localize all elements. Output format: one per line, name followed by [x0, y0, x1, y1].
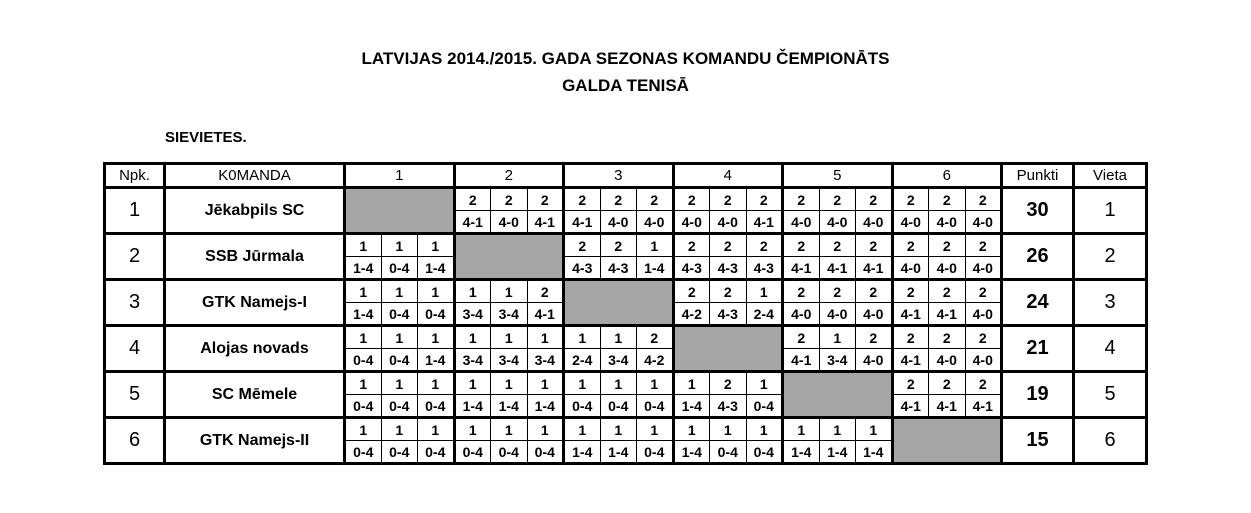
npk-cell: 5	[105, 372, 165, 418]
match-score-cell: 1-4	[418, 349, 455, 372]
match-points-cell: 1	[418, 234, 455, 257]
match-points-cell: 2	[527, 280, 564, 303]
match-score-cell: 0-4	[418, 441, 455, 464]
punkti-cell: 30	[1002, 188, 1074, 234]
match-score-cell: 3-4	[491, 303, 528, 326]
match-score-cell: 4-0	[929, 349, 966, 372]
match-score-cell: 4-2	[637, 349, 674, 372]
npk-cell: 1	[105, 188, 165, 234]
match-points-cell: 2	[783, 234, 820, 257]
match-score-cell: 0-4	[381, 303, 418, 326]
match-score-cell: 4-1	[892, 395, 929, 418]
results-table-body	[105, 188, 1147, 464]
match-points-cell: 1	[381, 280, 418, 303]
match-score-cell: 4-0	[710, 211, 747, 234]
match-points-cell: 2	[673, 188, 710, 211]
match-score-cell: 4-3	[600, 257, 637, 280]
match-score-cell: 4-1	[892, 303, 929, 326]
team-name-cell: Jēkabpils SC	[165, 188, 345, 234]
match-points-cell: 1	[454, 280, 491, 303]
match-points-cell: 1	[710, 418, 747, 441]
match-score-cell: 0-4	[564, 395, 601, 418]
match-points-cell: 2	[965, 372, 1002, 395]
header-komanda: K0MANDA	[165, 164, 345, 188]
match-points-cell: 1	[491, 418, 528, 441]
match-points-cell: 1	[673, 418, 710, 441]
match-points-cell: 2	[929, 188, 966, 211]
match-points-cell: 2	[892, 188, 929, 211]
match-points-cell: 1	[673, 372, 710, 395]
match-score-cell: 3-4	[454, 349, 491, 372]
match-score-cell: 4-0	[892, 257, 929, 280]
match-points-cell: 2	[929, 280, 966, 303]
match-score-cell: 4-1	[527, 303, 564, 326]
match-points-cell: 2	[892, 372, 929, 395]
match-score-cell: 0-4	[746, 441, 783, 464]
match-score-cell: 4-1	[965, 395, 1002, 418]
match-score-cell: 0-4	[381, 441, 418, 464]
match-score-cell: 1-4	[345, 303, 382, 326]
match-score-cell: 4-0	[856, 303, 893, 326]
match-points-cell: 1	[564, 372, 601, 395]
match-points-cell: 2	[564, 188, 601, 211]
header-round-4: 4	[673, 164, 783, 188]
match-points-cell: 1	[491, 280, 528, 303]
match-score-cell: 4-1	[783, 257, 820, 280]
match-score-cell: 4-0	[965, 257, 1002, 280]
vieta-cell: 3	[1074, 280, 1147, 326]
match-points-cell: 1	[783, 418, 820, 441]
match-score-cell: 4-3	[746, 257, 783, 280]
match-points-cell: 2	[564, 234, 601, 257]
match-points-cell: 1	[345, 326, 382, 349]
match-score-cell: 0-4	[637, 441, 674, 464]
vieta-cell: 2	[1074, 234, 1147, 280]
header-npk: Npk.	[105, 164, 165, 188]
team-name-cell: SC Mēmele	[165, 372, 345, 418]
match-points-cell: 1	[418, 372, 455, 395]
match-points-cell: 2	[673, 280, 710, 303]
match-points-cell: 1	[345, 280, 382, 303]
diagonal-cell	[892, 418, 1002, 464]
match-score-cell: 1-4	[564, 441, 601, 464]
npk-cell: 2	[105, 234, 165, 280]
punkti-cell: 19	[1002, 372, 1074, 418]
match-score-cell: 1-4	[783, 441, 820, 464]
vieta-cell: 6	[1074, 418, 1147, 464]
match-points-cell: 2	[454, 188, 491, 211]
vieta-cell: 4	[1074, 326, 1147, 372]
match-points-cell: 1	[746, 280, 783, 303]
match-points-cell: 2	[856, 280, 893, 303]
match-score-cell: 4-1	[783, 349, 820, 372]
team-name-cell: SSB Jūrmala	[165, 234, 345, 280]
match-score-cell: 4-0	[673, 211, 710, 234]
match-score-cell: 0-4	[418, 395, 455, 418]
match-score-cell: 1-4	[673, 395, 710, 418]
match-points-cell: 2	[710, 372, 747, 395]
match-score-cell: 4-0	[600, 211, 637, 234]
match-score-cell: 0-4	[454, 441, 491, 464]
match-score-cell: 3-4	[454, 303, 491, 326]
match-points-cell: 1	[345, 372, 382, 395]
match-score-cell: 4-3	[673, 257, 710, 280]
match-points-cell: 1	[527, 372, 564, 395]
match-points-cell: 2	[929, 234, 966, 257]
match-points-cell: 2	[929, 326, 966, 349]
match-score-cell: 4-1	[856, 257, 893, 280]
match-score-cell: 0-4	[381, 349, 418, 372]
results-table	[103, 162, 1148, 465]
match-points-cell: 1	[600, 372, 637, 395]
match-points-cell: 2	[637, 326, 674, 349]
match-points-cell: 1	[418, 418, 455, 441]
match-points-cell: 2	[491, 188, 528, 211]
match-score-cell: 4-1	[929, 395, 966, 418]
match-points-cell: 2	[819, 234, 856, 257]
match-points-cell: 1	[381, 326, 418, 349]
match-score-cell: 4-0	[929, 211, 966, 234]
match-score-cell: 4-0	[856, 211, 893, 234]
match-score-cell: 0-4	[527, 441, 564, 464]
match-score-cell: 4-0	[783, 303, 820, 326]
header-row	[105, 164, 1147, 188]
match-points-cell: 2	[783, 188, 820, 211]
match-score-cell: 1-4	[637, 257, 674, 280]
match-score-cell: 3-4	[527, 349, 564, 372]
match-score-cell: 4-3	[710, 257, 747, 280]
match-points-cell: 2	[637, 188, 674, 211]
match-points-cell: 1	[746, 418, 783, 441]
diagonal-cell	[454, 234, 564, 280]
match-points-cell: 1	[600, 326, 637, 349]
match-points-cell: 1	[454, 372, 491, 395]
match-points-cell: 2	[856, 234, 893, 257]
match-points-cell: 2	[746, 234, 783, 257]
header-round-2: 2	[454, 164, 564, 188]
section-label: SIEVIETES.	[165, 129, 247, 146]
diagonal-cell	[783, 372, 893, 418]
match-points-cell: 2	[600, 234, 637, 257]
team-row-points	[105, 372, 1147, 395]
match-score-cell: 4-1	[819, 257, 856, 280]
team-row-points	[105, 280, 1147, 303]
match-score-cell: 4-1	[929, 303, 966, 326]
results-table-head	[105, 164, 1147, 188]
match-points-cell: 2	[600, 188, 637, 211]
match-score-cell: 0-4	[381, 257, 418, 280]
team-name-cell: GTK Namejs-I	[165, 280, 345, 326]
match-score-cell: 0-4	[418, 303, 455, 326]
match-score-cell: 4-0	[819, 211, 856, 234]
match-points-cell: 1	[381, 418, 418, 441]
punkti-cell: 15	[1002, 418, 1074, 464]
match-score-cell: 0-4	[345, 395, 382, 418]
match-score-cell: 1-4	[673, 441, 710, 464]
match-score-cell: 3-4	[600, 349, 637, 372]
punkti-cell: 21	[1002, 326, 1074, 372]
match-score-cell: 4-1	[527, 211, 564, 234]
match-points-cell: 1	[345, 418, 382, 441]
match-points-cell: 1	[637, 234, 674, 257]
match-points-cell: 2	[892, 280, 929, 303]
header-round-5: 5	[783, 164, 893, 188]
match-points-cell: 2	[673, 234, 710, 257]
diagonal-cell	[345, 188, 455, 234]
match-points-cell: 2	[965, 280, 1002, 303]
match-score-cell: 2-4	[746, 303, 783, 326]
match-score-cell: 0-4	[491, 441, 528, 464]
team-row-points	[105, 188, 1147, 211]
match-points-cell: 1	[564, 418, 601, 441]
match-points-cell: 1	[491, 326, 528, 349]
match-score-cell: 4-0	[637, 211, 674, 234]
match-score-cell: 4-0	[491, 211, 528, 234]
match-points-cell: 1	[856, 418, 893, 441]
vieta-cell: 1	[1074, 188, 1147, 234]
match-points-cell: 2	[856, 326, 893, 349]
npk-cell: 4	[105, 326, 165, 372]
match-points-cell: 2	[965, 234, 1002, 257]
match-score-cell: 4-0	[965, 349, 1002, 372]
match-points-cell: 1	[454, 418, 491, 441]
match-score-cell: 4-0	[892, 211, 929, 234]
match-points-cell: 2	[929, 372, 966, 395]
header-round-3: 3	[564, 164, 674, 188]
match-score-cell: 4-1	[564, 211, 601, 234]
match-score-cell: 0-4	[710, 441, 747, 464]
match-score-cell: 0-4	[345, 441, 382, 464]
diagonal-cell	[564, 280, 674, 326]
match-score-cell: 4-1	[454, 211, 491, 234]
match-points-cell: 2	[819, 188, 856, 211]
match-points-cell: 2	[710, 234, 747, 257]
match-score-cell: 4-0	[819, 303, 856, 326]
match-points-cell: 1	[418, 280, 455, 303]
match-points-cell: 2	[710, 280, 747, 303]
match-score-cell: 1-4	[418, 257, 455, 280]
match-score-cell: 4-0	[965, 211, 1002, 234]
match-score-cell: 4-1	[892, 349, 929, 372]
header-punkti: Punkti	[1002, 164, 1074, 188]
match-score-cell: 0-4	[600, 395, 637, 418]
tournament-title-line2: GALDA TENISĀ	[562, 76, 689, 95]
vieta-cell: 5	[1074, 372, 1147, 418]
match-points-cell: 1	[491, 372, 528, 395]
match-points-cell: 2	[965, 188, 1002, 211]
npk-cell: 3	[105, 280, 165, 326]
match-points-cell: 2	[527, 188, 564, 211]
match-points-cell: 1	[564, 326, 601, 349]
team-row-points	[105, 326, 1147, 349]
header-vieta: Vieta	[1074, 164, 1147, 188]
punkti-cell: 24	[1002, 280, 1074, 326]
match-score-cell: 4-0	[929, 257, 966, 280]
match-score-cell: 1-4	[527, 395, 564, 418]
match-points-cell: 2	[783, 326, 820, 349]
match-score-cell: 4-3	[710, 395, 747, 418]
match-score-cell: 2-4	[564, 349, 601, 372]
match-score-cell: 1-4	[819, 441, 856, 464]
match-score-cell: 1-4	[345, 257, 382, 280]
match-score-cell: 3-4	[491, 349, 528, 372]
match-score-cell: 4-2	[673, 303, 710, 326]
team-row-points	[105, 234, 1147, 257]
tournament-title-line1: LATVIJAS 2014./2015. GADA SEZONAS KOMANDU ČEMPIONĀTS	[361, 49, 890, 68]
match-score-cell: 4-3	[710, 303, 747, 326]
match-score-cell: 0-4	[345, 349, 382, 372]
header-round-1: 1	[345, 164, 455, 188]
match-points-cell: 2	[746, 188, 783, 211]
match-score-cell: 1-4	[491, 395, 528, 418]
team-row-points	[105, 418, 1147, 441]
match-score-cell: 1-4	[600, 441, 637, 464]
match-points-cell: 2	[892, 326, 929, 349]
match-points-cell: 1	[819, 326, 856, 349]
header-round-6: 6	[892, 164, 1002, 188]
match-score-cell: 1-4	[454, 395, 491, 418]
npk-cell: 6	[105, 418, 165, 464]
punkti-cell: 26	[1002, 234, 1074, 280]
match-points-cell: 1	[819, 418, 856, 441]
match-points-cell: 1	[637, 418, 674, 441]
match-points-cell: 1	[600, 418, 637, 441]
team-name-cell: Alojas novads	[165, 326, 345, 372]
match-score-cell: 1-4	[856, 441, 893, 464]
match-points-cell: 1	[418, 326, 455, 349]
match-points-cell: 1	[527, 326, 564, 349]
match-points-cell: 2	[783, 280, 820, 303]
match-score-cell: 4-0	[856, 349, 893, 372]
match-score-cell: 4-0	[783, 211, 820, 234]
match-points-cell: 2	[856, 188, 893, 211]
match-points-cell: 2	[710, 188, 747, 211]
match-points-cell: 2	[892, 234, 929, 257]
match-score-cell: 4-0	[965, 303, 1002, 326]
match-score-cell: 4-3	[564, 257, 601, 280]
match-score-cell: 0-4	[637, 395, 674, 418]
match-points-cell: 1	[381, 372, 418, 395]
match-score-cell: 0-4	[746, 395, 783, 418]
match-points-cell: 1	[527, 418, 564, 441]
team-name-cell: GTK Namejs-II	[165, 418, 345, 464]
match-score-cell: 0-4	[381, 395, 418, 418]
diagonal-cell	[673, 326, 783, 372]
match-score-cell: 4-1	[746, 211, 783, 234]
match-points-cell: 1	[746, 372, 783, 395]
match-points-cell: 1	[381, 234, 418, 257]
match-points-cell: 2	[965, 326, 1002, 349]
match-points-cell: 2	[819, 280, 856, 303]
match-points-cell: 1	[637, 372, 674, 395]
match-points-cell: 1	[454, 326, 491, 349]
match-score-cell: 3-4	[819, 349, 856, 372]
match-points-cell: 1	[345, 234, 382, 257]
